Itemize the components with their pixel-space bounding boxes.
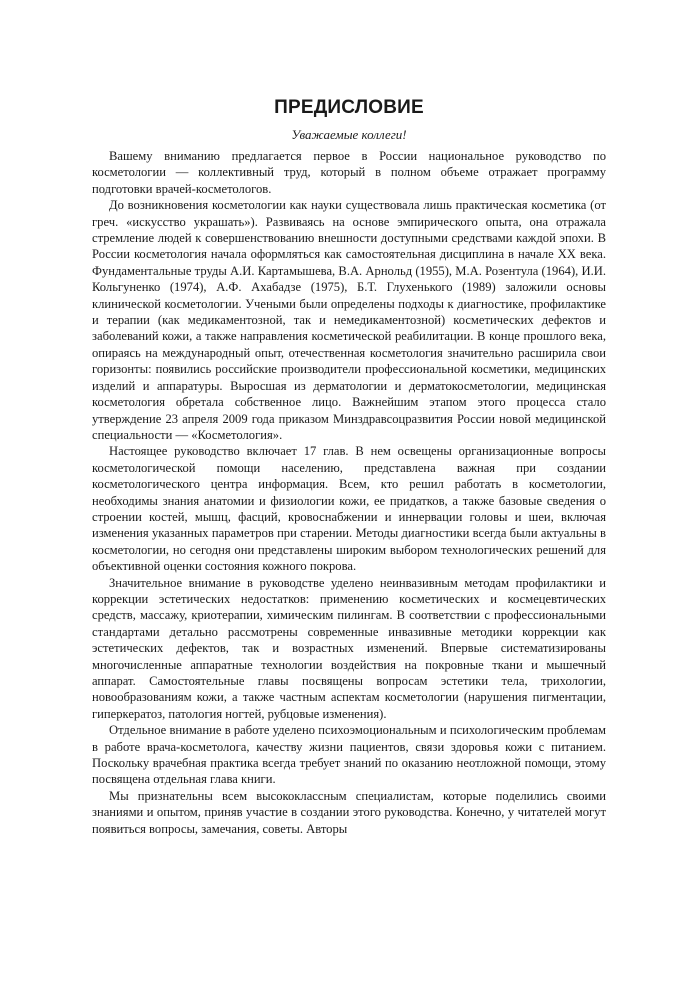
paragraph-1: Вашему вниманию предлагается первое в России национальное руководство по косметологии — коллективный труд, который в полном объеме отражает программу подготовки врачей-косметологов. [92,149,606,196]
paragraph-2: До возникновения косметологии как науки существовала лишь практическая косметика (от греч. «искусство украшать»). Развиваясь на основе эмпирического опыта, она отражала стремление людей к совершенствованию внешности доступными средствами каждой эпохи. В России косметология начала оформляться как самостоятельная дисциплина в начале XX века. Фундаментальные труды А.И. Картамышева, В.А. Арнольд (1955), М.А. Розентула (1964), И.И. Кольгуненко (1974), А.Ф. Ахабадзе (1975), Б.Т. Глухенького (1989) заложили основы клинической косметологии. Учеными были определены подходы к диагностике, профилактике и терапии (как медикаментозной, так и немедикаментозной) косметических дефектов и заболеваний кожи, а также направления косметической реабилитации. В конце прошлого века, опираясь на международный опыт, отечественная косметология значительно расширила свои горизонты: появились российские производители профессиональной косметики, медицинских изделий и аппаратуры. Выросшая из дерматологии и дерматокосметологии, медицинская косметология обретала собственное лицо. Важнейшим этапом этого процесса стало утверждение 23 апреля 2009 года приказом Минздравсоцразвития России новой медицинской специальности — «Косметология». [92,198,606,442]
paragraph-4: Значительное внимание в руководстве уделено неинвазивным методам профилактики и коррекции эстетических недостатков: применению косметических и космецевтических средств, массажу, криотерапии, химическим пилингам. В соответствии с профессиональными стандартами детально рассмотрены современные инвазивные методики коррекции как эстетических дефектов, так и возрастных изменений. Впервые систематизированы многочисленные аппаратные технологии воздействия на покровные ткани и мышечный аппарат. Самостоятельные главы посвящены вопросам эстетики тела, трихологии, новообразованиям кожи, а также частным аспектам косметологии (нарушения пигментации, гиперкератоз, патология ногтей, рубцовые изменения). [92,575,606,721]
greeting: Уважаемые коллеги! [291,127,407,142]
paragraph-6: Мы признательны всем высококлассным специалистам, которые поделились своими знаниями и опытом, приняв участие в создании этого руководства. Конечно, у читателей могут появиться вопросы, замечания, советы. Авторы [92,788,606,836]
preface-page [92,96,606,837]
page-title: ПРЕДИСЛОВИЕ [274,97,424,118]
paragraph-5: Отдельное внимание в работе уделено психоэмоциональным и психологическим проблемам в работе врача-косметолога, качеству жизни пациентов, связи здоровья кожи с питанием. Поскольку врачебная практика всегда требует знаний по оказанию неотложной помощи, этому посвящена отдельная глава книги. [92,723,606,787]
paragraph-3: Настоящее руководство включает 17 глав. В нем освещены организационные вопросы косметологической помощи населению, представлена важная при создании косметологического центра информация. Всем, кто решил работать в косметологии, необходимы знания анатомии и физиологии кожи, ее придатков, а также базовые сведения о строении костей, мышц, фасций, кровоснабжении и иннервации головы и шеи, включая изменения указанных параметров при старении. Методы диагностики всегда были актуальны в косметологии, но сегодня они представлены широким выбором технологических решений для объективной оценки состояния кожного покрова. [92,444,606,574]
